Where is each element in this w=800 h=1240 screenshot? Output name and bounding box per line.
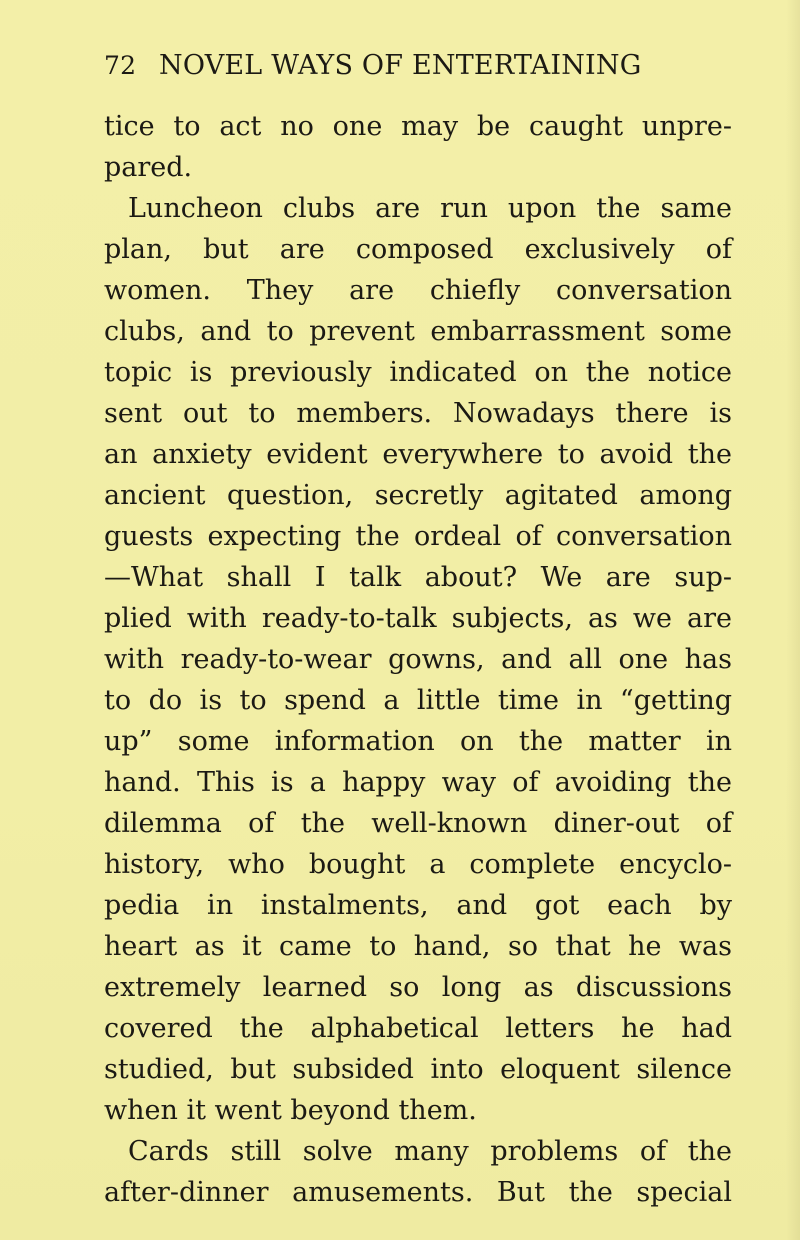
text-line: history, who bought a complete encyclo- [104, 849, 732, 880]
text-line: Cards still solve many problems of the [128, 1136, 732, 1167]
text-line: plied with ready-to-talk subjects, as we are [104, 603, 732, 634]
text-line: women. They are chiefly conversation [104, 275, 732, 306]
text-line: ancient question, secretly agitated among [104, 480, 732, 511]
text-line: pedia in instalments, and got each by [104, 890, 732, 921]
text-line: extremely learned so long as discussions [104, 972, 732, 1003]
text-line: pared. [104, 152, 193, 183]
text-line: when it went beyond them. [104, 1095, 477, 1126]
text-line: sent out to members. Nowadays there is [104, 398, 732, 429]
text-line: dilemma of the well-known diner-out of [104, 808, 732, 839]
text-line: topic is previously indicated on the notice [104, 357, 732, 388]
text-line: covered the alphabetical letters he had [104, 1013, 732, 1044]
text-line: to do is to spend a little time in “getting [104, 685, 732, 716]
running-title: NOVEL WAYS OF ENTERTAINING [159, 50, 642, 81]
page-number: 72 [104, 51, 137, 80]
text-line: tice to act no one may be caught unpre- [104, 111, 732, 142]
text-line: plan, but are composed exclusively of [104, 234, 732, 265]
text-line: an anxiety evident everywhere to avoid the [104, 439, 732, 470]
text-line: with ready-to-wear gowns, and all one has [104, 644, 732, 675]
text-line: after-dinner amusements. But the special [104, 1177, 732, 1208]
text-line: guests expecting the ordeal of conversation [104, 521, 732, 552]
running-head [104, 50, 641, 81]
text-line: Luncheon clubs are run upon the same [128, 193, 732, 224]
text-line: heart as it came to hand, so that he was [104, 931, 732, 962]
text-line: studied, but subsided into eloquent silence [104, 1054, 732, 1085]
text-line: clubs, and to prevent embarrassment some [104, 316, 732, 347]
text-line: hand. This is a happy way of avoiding the [104, 767, 732, 798]
text-line: —What shall I talk about? We are sup- [104, 562, 732, 593]
page-edge-shadow [786, 0, 800, 1240]
body-text [104, 106, 732, 1213]
text-line: up” some information on the matter in [104, 726, 732, 757]
